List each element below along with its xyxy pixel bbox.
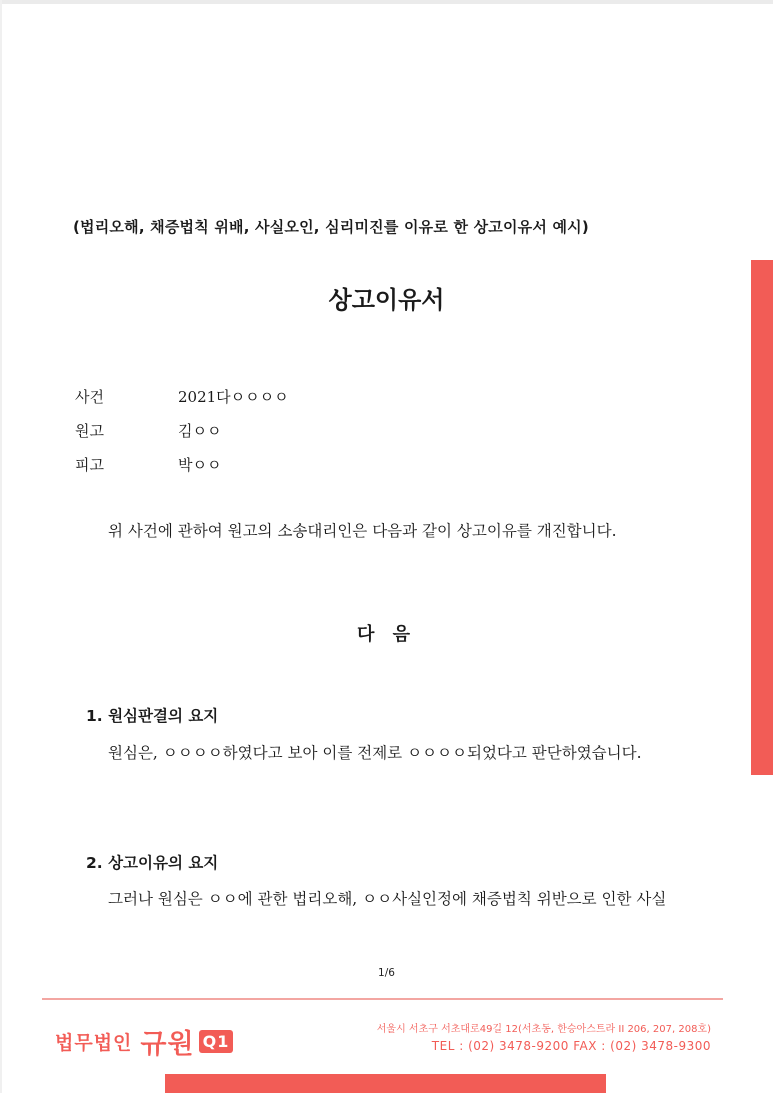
firm-address: 서울시 서초구 서초대로49길 12(서초동, 한승아스트라 II 206, 207, 208호) (376, 1024, 711, 1035)
page-top-edge (0, 0, 773, 4)
center-heading: 다 음 (356, 624, 417, 645)
case-info-value: 김ㅇㅇ (178, 422, 222, 440)
section-heading: 2. 상고이유의 요지 (86, 854, 219, 872)
firm-logo (55, 1022, 233, 1061)
section-body: 원심은, ㅇㅇㅇㅇ하였다고 보아 이를 전제로 ㅇㅇㅇㅇ되었다고 판단하였습니다. (108, 744, 642, 762)
document-subtitle: (법리오해, 채증법칙 위배, 사실오인, 심리미진를 이유로 한 상고이유서 예시) (73, 218, 589, 236)
case-info-label: 사건 (75, 388, 104, 406)
side-accent-tab (751, 260, 773, 775)
firm-prefix: 법무법인 (55, 1032, 133, 1054)
page-number: 1/6 (378, 967, 395, 979)
footer-divider (42, 998, 723, 1000)
section-body: 그러나 원심은 ㅇㅇ에 관한 법리오해, ㅇㅇ사실인정에 채증법칙 위반으로 인한 사실 (108, 890, 667, 908)
section-heading: 1. 원심판결의 요지 (86, 707, 219, 725)
case-info-value: 박ㅇㅇ (178, 456, 222, 474)
case-info-value: 2021다ㅇㅇㅇㅇ (178, 388, 289, 406)
case-info-label: 피고 (75, 456, 104, 474)
firm-badge: Q1 (199, 1030, 234, 1053)
case-info-row (75, 454, 221, 475)
case-info-row (75, 420, 221, 441)
footer-bar (165, 1074, 606, 1093)
document-title: 상고이유서 (328, 286, 445, 314)
page-left-edge (0, 0, 2, 1093)
case-info-row (75, 386, 289, 407)
firm-contact: TEL : (02) 3478-9200 FAX : (02) 3478-9300 (431, 1039, 711, 1053)
case-info-label: 원고 (75, 422, 104, 440)
intro-paragraph: 위 사건에 관하여 원고의 소송대리인은 다음과 같이 상고이유를 개진합니다. (108, 522, 617, 540)
firm-name: 규원 (140, 1029, 195, 1060)
